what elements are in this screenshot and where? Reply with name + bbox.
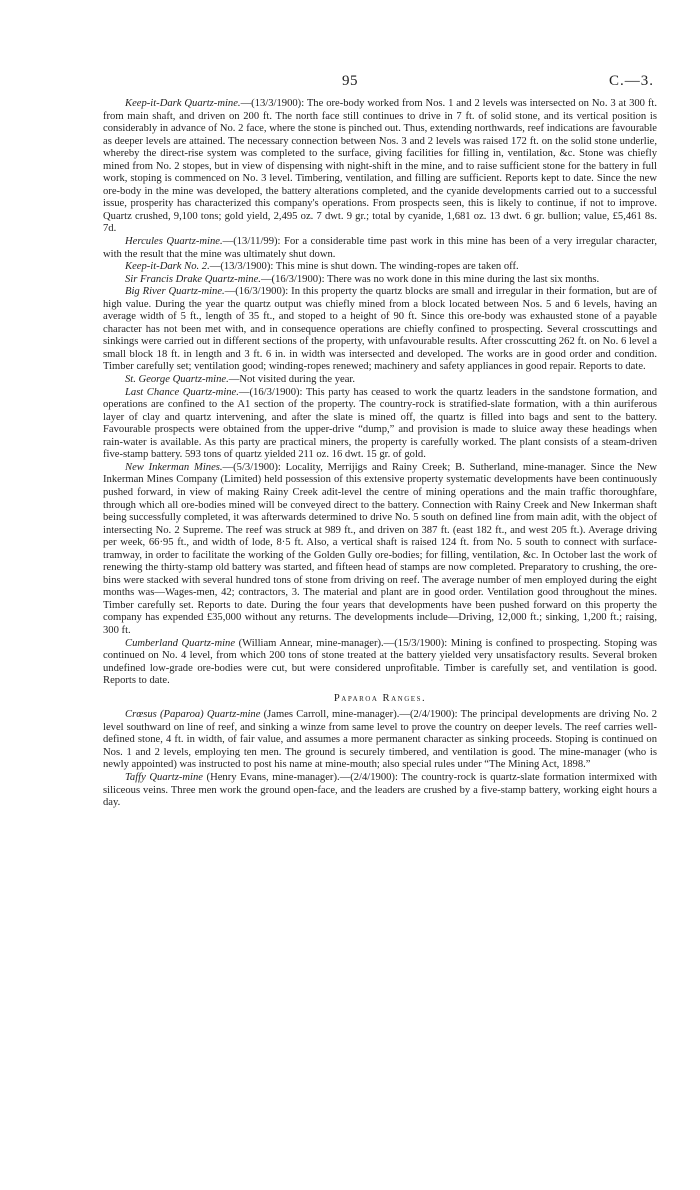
mine-report-text: —(5/3/1900): Locality, Merrijigs and Rainy Creek; B. Sutherland, mine-manager. Since the New Inkerman Mines Company (Limited) held possession of this extensive property systematic developments have been continuously pushed forward, in view of making Rainy Creek adit-level the centre of mining operations and the main traffic thoroughfare, through which all ore-bodies mined will be conveyed direct to the battery. Connection with Rainy Creek and New Inkerman shaft being successfully completed, it was afterwards determined to drive No. 5 south on defined line from main adit, with the object of intersecting No. 2 Supreme. The reef was struck at 989 ft., and driven on 387 ft. (east 182 ft., and west 205 ft.). Average driving per week, 66·95 ft., and width of lode, 8·5 ft. Also, a vertical shaft is raised 124 ft. from No. 5 south to connect with surface-tramway, in order to facilitate the working of the Golden Gully ore-bodies; for filling, ventilation, &c. In October last the work of renewing the thirty-stamp old battery was started, and fifteen head of stamps are now completed. Preparatory to crushing, the ore-bins were stacked with several hundred tons of stone from driving on reef. The average number of men employed during the eight months was—Wages-men, 42; contractors, 3. The material and plant are in good order. Ventilation good throughout the mines. Timber carefully set. Reports to date. During the four years that developments have been pushed forward on this property the company has expended £35,000 without any returns. The developments include—Driving, 12,000 ft.; sinking, 1,200 ft.; raising, 300 ft. <box>103 461 657 636</box>
mine-name: Keep-it-Dark No. 2. <box>125 261 210 273</box>
mine-report-sir-francis-drake <box>103 274 657 287</box>
mine-name: Last Chance Quartz-mine. <box>125 386 239 398</box>
mine-report-text: —(13/3/1900): This mine is shut down. The winding-ropes are taken off. <box>209 261 519 273</box>
mine-report-st-george <box>103 374 657 387</box>
mine-report-text: —(13/11/99): For a considerable time past work in this mine has been of a very irregular character, with the result that the mine was ultimately shut down. <box>103 236 657 260</box>
mine-report-text: (Henry Evans, mine-manager).—(2/4/1900): The country-rock is quartz-slate formation intermixed with siliceous veins. Three men work the ground open-face, and the leaders are crushed by a five-stamp battery, working eight hours a day. <box>103 771 657 809</box>
document-reference: C.—3. <box>608 73 654 89</box>
mine-report-cumberland <box>103 638 657 688</box>
mine-report-croesus <box>103 709 657 772</box>
mine-report-text: (William Annear, mine-manager).—(15/3/1900): Mining is confined to prospecting. Stoping was continued on No. 4 level, from which 200 tons of stone treated at the battery yielded very unsatisfactory results. Several broken undefined low-grade ore-bodies were cut, but were considered unprofitable. Timber is carefully set, and ventilation is good. Reports to date. <box>103 637 658 687</box>
mine-report-text: —(16/3/1900): This party has ceased to work the quartz leaders in the sandstone formation, and operations are confined to the A1 section of the property. The country-rock is stratified-slate formation, with a thin auriferous layer of clay and quartz intervening, and after the slate is mined off, the quartz is filled into bags and sent to the battery. Favourable prospects were obtained from the upper-drive “dump,” and provision is made to sluice away these headings when rain-water is available. As this party are practical miners, the property is carefully worked. The plant consists of a steam-driven five-stamp battery. 593 tons of quartz yielded 211 oz. 16 dwt. 15 gr. of gold. <box>103 386 657 461</box>
mine-report-keep-it-dark <box>103 98 657 236</box>
mine-report-taffy <box>103 772 657 810</box>
section-heading: Paparoa Ranges. <box>333 692 427 704</box>
mine-report-text: —Not visited during the year. <box>228 374 355 386</box>
mine-report-text: —(16/3/1900): There was no work done in this mine during the last six months. <box>260 273 600 285</box>
mine-name: Taffy Quartz-mine <box>125 771 203 783</box>
mine-name: Cumberland Quartz-mine <box>125 637 236 649</box>
mine-name: Sir Francis Drake Quartz-mine. <box>125 273 261 285</box>
mine-report-new-inkerman <box>103 462 657 638</box>
mine-report-text: —(13/3/1900): The ore-body worked from Nos. 1 and 2 levels was intersected on No. 3 at 300 ft. from main shaft, and driven on 200 ft. The north face still continues to drive in 7 ft. of solid stone, and its vertical position is considerably in advance of No. 2 face, where the stone is pinched out. Thus, extending northwards, reef indications are favourable as deeper levels are attained. The necessary connection between Nos. 3 and 2 levels was raised 172 ft. on the solid stone underlie, whereby the direct-rise system was completed to the surface, giving facilities for filling in, ventilation, &c. Stone was chiefly mined from No. 2 stopes, but in view of dispensing with night-shift in the mine, and to raise sufficient stone for the battery in full work, stoping is commenced on No. 3 level. Timbering, ventilation, and filling are sufficient. Reports kept to date. Since the new ore-body in the mine was developed, the battery alterations completed, and the cyanide developments carried out to a successful issue, prosperity has characterized this company's operations. From prospects seen, this is likely to continue, if not to improve. Quartz crushed, 9,100 tons; gold yield, 2,495 oz. 7 dwt. 9 gr.; total by cyanide, 1,681 oz. 13 dwt. 6 gr. bullion; value, £5,461 8s. 7d. <box>103 98 657 235</box>
mine-report-keep-it-dark-no-2 <box>103 261 657 274</box>
mine-report-text: —(16/3/1900): In this property the quartz blocks are small and irregular in their formation, but are of high value. During the year the quartz output was chiefly mined from a block located between Nos. 5 and 6 levels, having an average width of 5 ft., length of 35 ft., and stoped to a height of 90 ft. Since this ore-body was exhausted stone of a payable character has not been met with, and in consequence operations are chiefly confined to prospecting. Several crosscuttings and sinkings were carried out in different sections of the property, with unfavourable results. After crosscutting 262 ft. on No. 6 level a small block 18 ft. in length and 3 ft. 6 in. in width was intersected and developed. The works are in good order and condition. Timber carefully set; ventilation good; winding-ropes renewed; machinery and safety appliances in good repair. Reports to date. <box>103 286 657 373</box>
mine-name: St. George Quartz-mine. <box>125 374 229 386</box>
mine-name: Hercules Quartz-mine. <box>125 236 223 248</box>
mine-name: New Inkerman Mines. <box>125 461 223 473</box>
mine-name: Keep-it-Dark Quartz-mine. <box>125 98 241 109</box>
mine-report-hercules <box>103 236 657 261</box>
mine-report-last-chance <box>103 387 657 462</box>
mine-report-big-river <box>103 286 657 374</box>
mine-name: Crœsus (Paparoa) Quartz-mine <box>125 709 261 721</box>
report-body <box>103 98 657 810</box>
page-number: 95 <box>342 73 358 89</box>
mine-report-text: (James Carroll, mine-manager).—(2/4/1900): The principal developments are driving No. 2 level southward on line of reef, and sinking a winze from same level to prove the country on deeper levels. The reef carries well-defined stone, 4 ft. in width, of fair value, and assumes a more permanent character as sinking proceeds. Stoping is continued on Nos. 1 and 2 levels, employing ten men. The ground is securely timbered, and ventilation is good. The mine-manager (who is newly appointed) was instructed to post his name at mine-mouth; also special rules under “The Mining Act, 1898.” <box>103 709 658 771</box>
mine-name: Big River Quartz-mine. <box>125 286 225 298</box>
